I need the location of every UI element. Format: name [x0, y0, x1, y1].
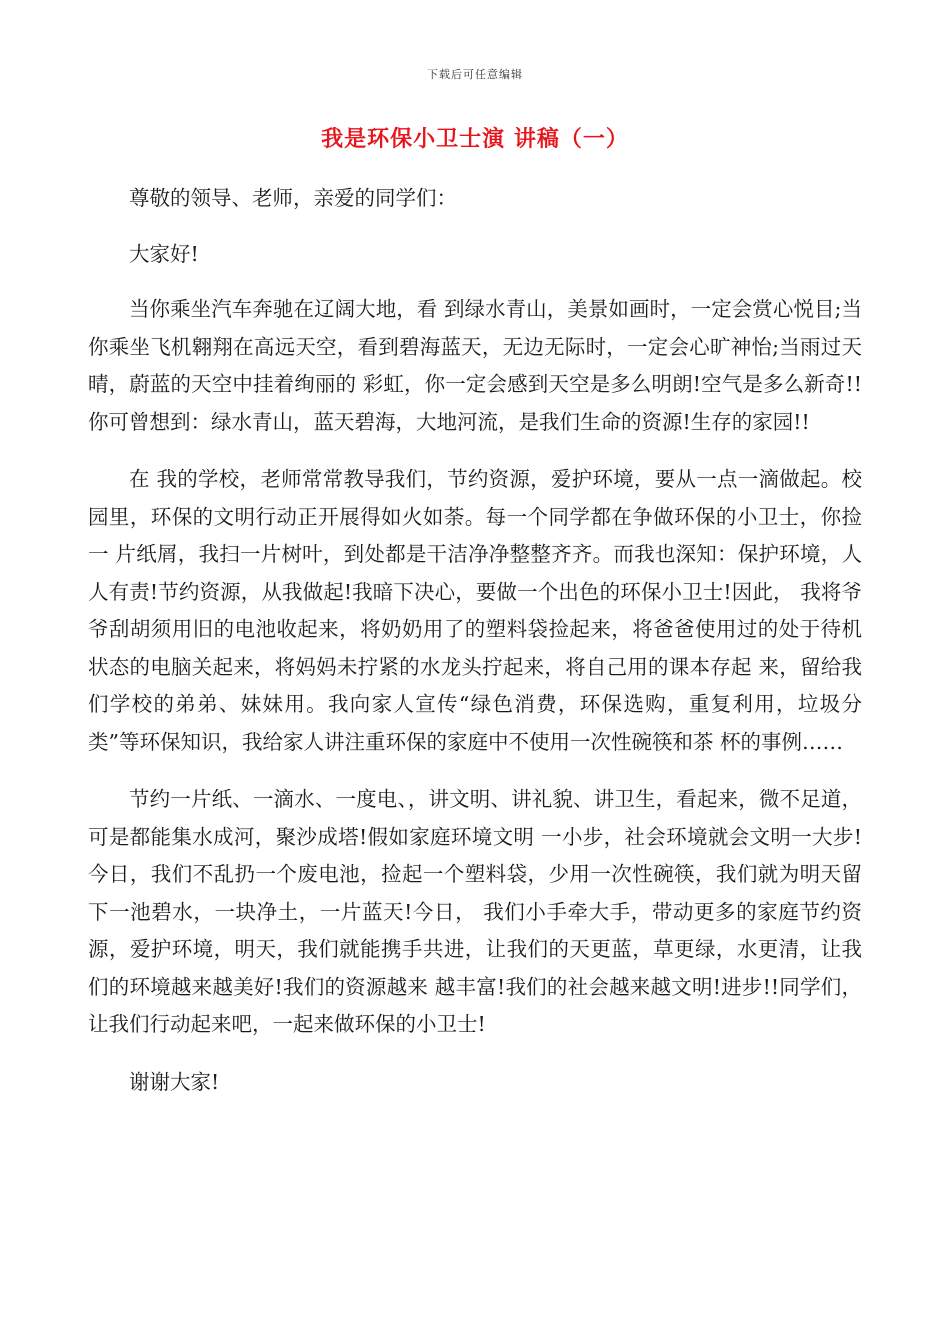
greeting: 大家好! [129, 241, 199, 266]
header-note: 下载后可任意编辑 [427, 68, 523, 81]
closing: 谢谢大家! [129, 1069, 220, 1094]
paragraph-3: 节约一片纸、一滴水、一度电、，讲文明、讲礼貌、讲卫生，看起来，微不足道，可是都能集水成河，聚沙成塔!假如家庭环境文明 一小步，社会环境就会文明一大步!今日，我们不乱扔一个废电池，捡起一个塑料袋，少用一次性碗筷，我们就为明天留下一池碧水，一块净土，一片蓝天!今日， 我们小手牵大手，带动更多的家庭节约资源，爱护环境，明天，我们就能携手共进，让我们的天更蓝，草更绿，水更清，让我们的环境越来越美好!我们的资源越来 越丰富!我们的社会越来越文明!进步!!同学们，让我们行动起来吧，一起来做环保的小卫士! [88, 787, 862, 1036]
document-title: 我是环保小卫士演 讲稿（一） [321, 126, 629, 152]
document-body [88, 180, 862, 1121]
paragraph-1: 当你乘坐汽车奔驰在辽阔大地，看 到绿水青山，美景如画时，一定会赏心悦目;当你乘坐飞机翱翔在高远天空，看到碧海蓝天，无边无际时，一定会心旷神怡;当雨过天晴，蔚蓝的天空中挂着绚丽的 彩虹，你一定会感到天空是多么明朗!空气是多么新奇!!你可曾想到：绿水青山，蓝天碧海，大地河流，是我们生命的资源!生存的家园!! [88, 297, 862, 434]
salutation: 尊敬的领导、老师，亲爱的同学们： [129, 186, 457, 210]
paragraph-2: 在 我的学校，老师常常教导我们，节约资源，爱护环境，要从一点一滴做起。校园里，环保的文明行动正开展得如火如荼。每一个同学都在争做环保的小卫士，你捡一 片纸屑，我扫一片树叶，到处都是干洁净净整整齐齐。而我也深知：保护环境，人人有责!节约资源，从我做起!我暗下决心，要做一个出色的环保小卫士!因此， 我将爷爷刮胡须用旧的电池收起来，将奶奶用了的塑料袋捡起来，将爸爸使用过的处于待机状态的电脑关起来，将妈妈未拧紧的水龙头拧起来，将自己用的课本存起 来，留给我们学校的弟弟、妹妹用。我向家人宣传“绿色消费，环保选购，重复利用，垃圾分类”等环保知识，我给家人讲注重环保的家庭中不使用一次性碗筷和茶 杯的事例…… [88, 467, 862, 754]
